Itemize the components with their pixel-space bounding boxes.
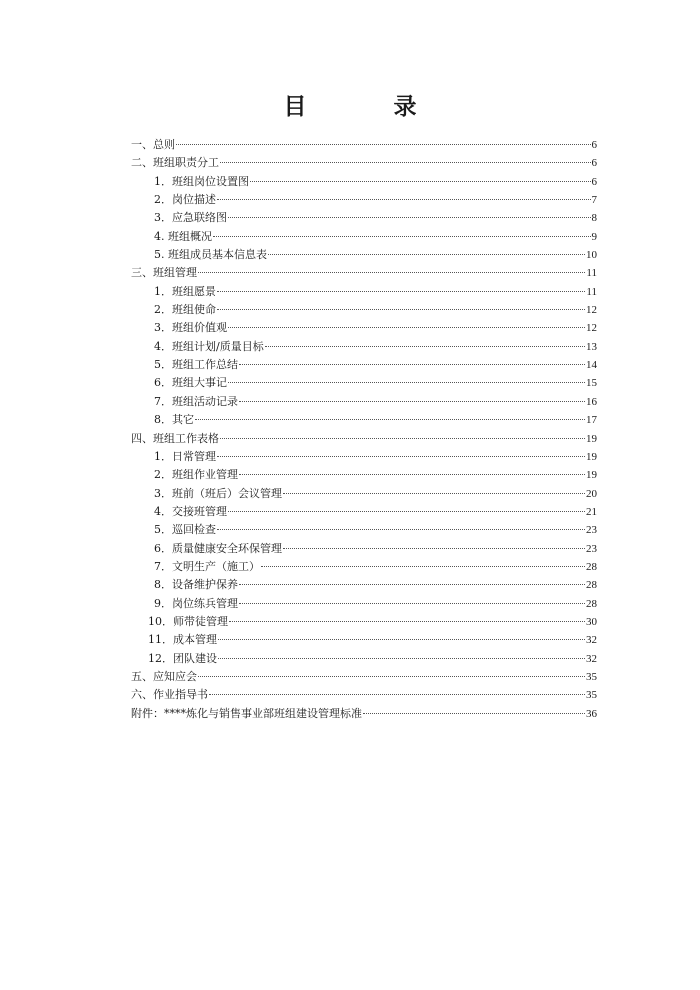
toc-entry-page-number: 28 (586, 560, 597, 573)
toc-entry-label: 8．设备维护保养 (154, 578, 238, 592)
toc-entry-page-number: 6 (591, 175, 597, 188)
toc-entry-page-number: 23 (586, 542, 597, 555)
toc-dot-leader (283, 548, 585, 549)
toc-dot-leader (239, 474, 585, 475)
toc-entry-label: 2．班组作业管理 (154, 468, 238, 482)
toc-entry[interactable] (131, 356, 597, 374)
toc-entry[interactable] (131, 136, 597, 154)
toc-entry-label: 三、班组管理 (131, 266, 197, 280)
toc-entry[interactable] (131, 154, 597, 172)
toc-dot-leader (228, 327, 585, 328)
toc-entry-label: 1．班组岗位设置图 (154, 174, 249, 188)
toc-entry-page-number: 17 (586, 414, 597, 427)
toc-entry-label: 9．岗位练兵管理 (154, 596, 238, 610)
toc-dot-leader (213, 236, 591, 237)
toc-dot-leader (250, 181, 591, 182)
toc-dot-leader (239, 603, 585, 604)
toc-entry[interactable] (131, 301, 597, 319)
toc-entry[interactable] (131, 264, 597, 282)
toc-dot-leader (217, 309, 585, 310)
toc-entry-page-number: 28 (586, 597, 597, 610)
toc-entry[interactable] (131, 228, 597, 246)
toc-entry[interactable] (131, 466, 597, 484)
toc-entry-page-number: 9 (591, 230, 597, 243)
toc-entry-label: 6．质量健康安全环保管理 (154, 541, 282, 555)
toc-entry-page-number: 20 (586, 487, 597, 500)
toc-entry-label: 6．班组大事记 (154, 376, 227, 390)
toc-entry-label: 4．交接班管理 (154, 504, 227, 518)
toc-entry-label: 12．团队建设 (148, 651, 217, 665)
toc-entry[interactable] (131, 558, 597, 576)
toc-entry[interactable] (131, 319, 597, 337)
toc-entry-label: 3．班前（班后）会议管理 (154, 486, 282, 500)
toc-entry-label: 二、班组职责分工 (131, 156, 219, 170)
toc-dot-leader (265, 346, 585, 347)
toc-entry-page-number: 19 (586, 432, 597, 445)
toc-entry-page-number: 35 (586, 670, 597, 683)
toc-entry-page-number: 10 (586, 249, 597, 262)
toc-entry-page-number: 28 (586, 579, 597, 592)
toc-entry-page-number: 11 (586, 267, 597, 280)
toc-entry-label: 7．文明生产（施工） (154, 559, 260, 573)
toc-entry[interactable] (131, 705, 597, 723)
toc-entry[interactable] (131, 338, 597, 356)
toc-entry-label: 1．日常管理 (154, 449, 216, 463)
toc-entry-label: 11．成本管理 (148, 633, 217, 647)
toc-entry-label: 2．岗位描述 (154, 193, 216, 207)
toc-entry[interactable] (131, 393, 597, 411)
toc-dot-leader (363, 713, 585, 714)
toc-entry[interactable] (131, 485, 597, 503)
toc-dot-leader (209, 694, 585, 695)
toc-dot-leader (283, 493, 585, 494)
toc-entry-label: 10．师带徒管理 (148, 614, 228, 628)
toc-entry-label: 5. 班组成员基本信息表 (154, 248, 267, 262)
toc-entry[interactable] (131, 283, 597, 301)
toc-entry-page-number: 6 (591, 139, 597, 151)
toc-entry-label: 六、作业指导书 (131, 688, 208, 702)
toc-dot-leader (217, 199, 591, 200)
toc-dot-leader (239, 364, 585, 365)
toc-entry[interactable] (131, 613, 597, 631)
toc-entry[interactable] (131, 246, 597, 264)
toc-entry-page-number: 23 (586, 524, 597, 537)
toc-dot-leader (217, 529, 585, 530)
toc-entry-label: 3．应急联络图 (154, 211, 227, 225)
toc-entry-page-number: 6 (591, 157, 597, 170)
toc-entry-page-number: 15 (586, 377, 597, 390)
toc-entry-label: 8．其它 (154, 413, 194, 427)
table-of-contents (131, 136, 597, 723)
toc-entry[interactable] (131, 576, 597, 594)
toc-entry-page-number: 8 (591, 212, 597, 225)
toc-entry-page-number: 36 (586, 707, 597, 720)
toc-dot-leader (220, 438, 585, 439)
toc-entry[interactable] (131, 595, 597, 613)
toc-entry-page-number: 14 (586, 359, 597, 372)
toc-dot-leader (217, 291, 585, 292)
toc-entry-label: 四、班组工作表格 (131, 431, 219, 445)
toc-entry[interactable] (131, 650, 597, 668)
toc-dot-leader (228, 382, 585, 383)
toc-entry-label: 3．班组价值观 (154, 321, 227, 335)
toc-entry-page-number: 13 (586, 340, 597, 353)
toc-dot-leader (176, 144, 591, 145)
toc-entry[interactable] (131, 686, 597, 704)
toc-entry[interactable] (131, 631, 597, 649)
toc-entry-label: 5．巡回检查 (154, 523, 216, 537)
toc-dot-leader (261, 566, 585, 567)
toc-dot-leader (228, 217, 591, 218)
toc-dot-leader (239, 401, 585, 402)
toc-entry[interactable] (131, 668, 597, 686)
toc-entry[interactable] (131, 173, 597, 191)
toc-entry-page-number: 19 (586, 469, 597, 482)
toc-entry[interactable] (131, 540, 597, 558)
toc-entry-label: 7．班组活动记录 (154, 394, 238, 408)
toc-dot-leader (229, 621, 585, 622)
toc-entry-page-number: 11 (586, 285, 597, 298)
toc-entry-label: 1．班组愿景 (154, 284, 216, 298)
toc-entry[interactable] (131, 430, 597, 448)
toc-dot-leader (218, 639, 585, 640)
toc-entry[interactable] (131, 209, 597, 227)
toc-entry-label: 一、总则 (131, 138, 175, 151)
toc-entry[interactable] (131, 521, 597, 539)
toc-entry-page-number: 12 (586, 304, 597, 317)
toc-entry-page-number: 30 (586, 615, 597, 628)
toc-title: 目 录 (283, 94, 449, 120)
toc-entry[interactable] (131, 191, 597, 209)
toc-entry-label: 2．班组使命 (154, 303, 216, 317)
toc-entry-page-number: 32 (586, 634, 597, 647)
toc-entry-page-number: 16 (586, 395, 597, 408)
toc-dot-leader (198, 272, 585, 273)
toc-dot-leader (195, 419, 585, 420)
toc-entry-page-number: 32 (586, 652, 597, 665)
toc-entry-label: 附件：****炼化与销售事业部班组建设管理标准 (131, 706, 362, 720)
toc-dot-leader (220, 162, 591, 163)
toc-entry-page-number: 21 (586, 505, 597, 518)
toc-dot-leader (218, 658, 585, 659)
toc-entry-page-number: 12 (586, 322, 597, 335)
toc-entry-label: 4．班组计划/质量目标 (154, 339, 264, 353)
toc-entry[interactable] (131, 411, 597, 429)
toc-entry-page-number: 35 (586, 689, 597, 702)
toc-entry[interactable] (131, 374, 597, 392)
toc-entry-page-number: 7 (591, 194, 597, 207)
toc-entry[interactable] (131, 503, 597, 521)
toc-dot-leader (198, 676, 585, 677)
toc-dot-leader (217, 456, 585, 457)
toc-dot-leader (268, 254, 585, 255)
toc-dot-leader (228, 511, 585, 512)
toc-dot-leader (239, 584, 585, 585)
toc-entry-label: 五、应知应会 (131, 669, 197, 683)
toc-entry[interactable] (131, 448, 597, 466)
toc-entry-label: 5．班组工作总结 (154, 358, 238, 372)
toc-entry-page-number: 19 (586, 450, 597, 463)
toc-entry-label: 4. 班组概况 (154, 229, 212, 243)
